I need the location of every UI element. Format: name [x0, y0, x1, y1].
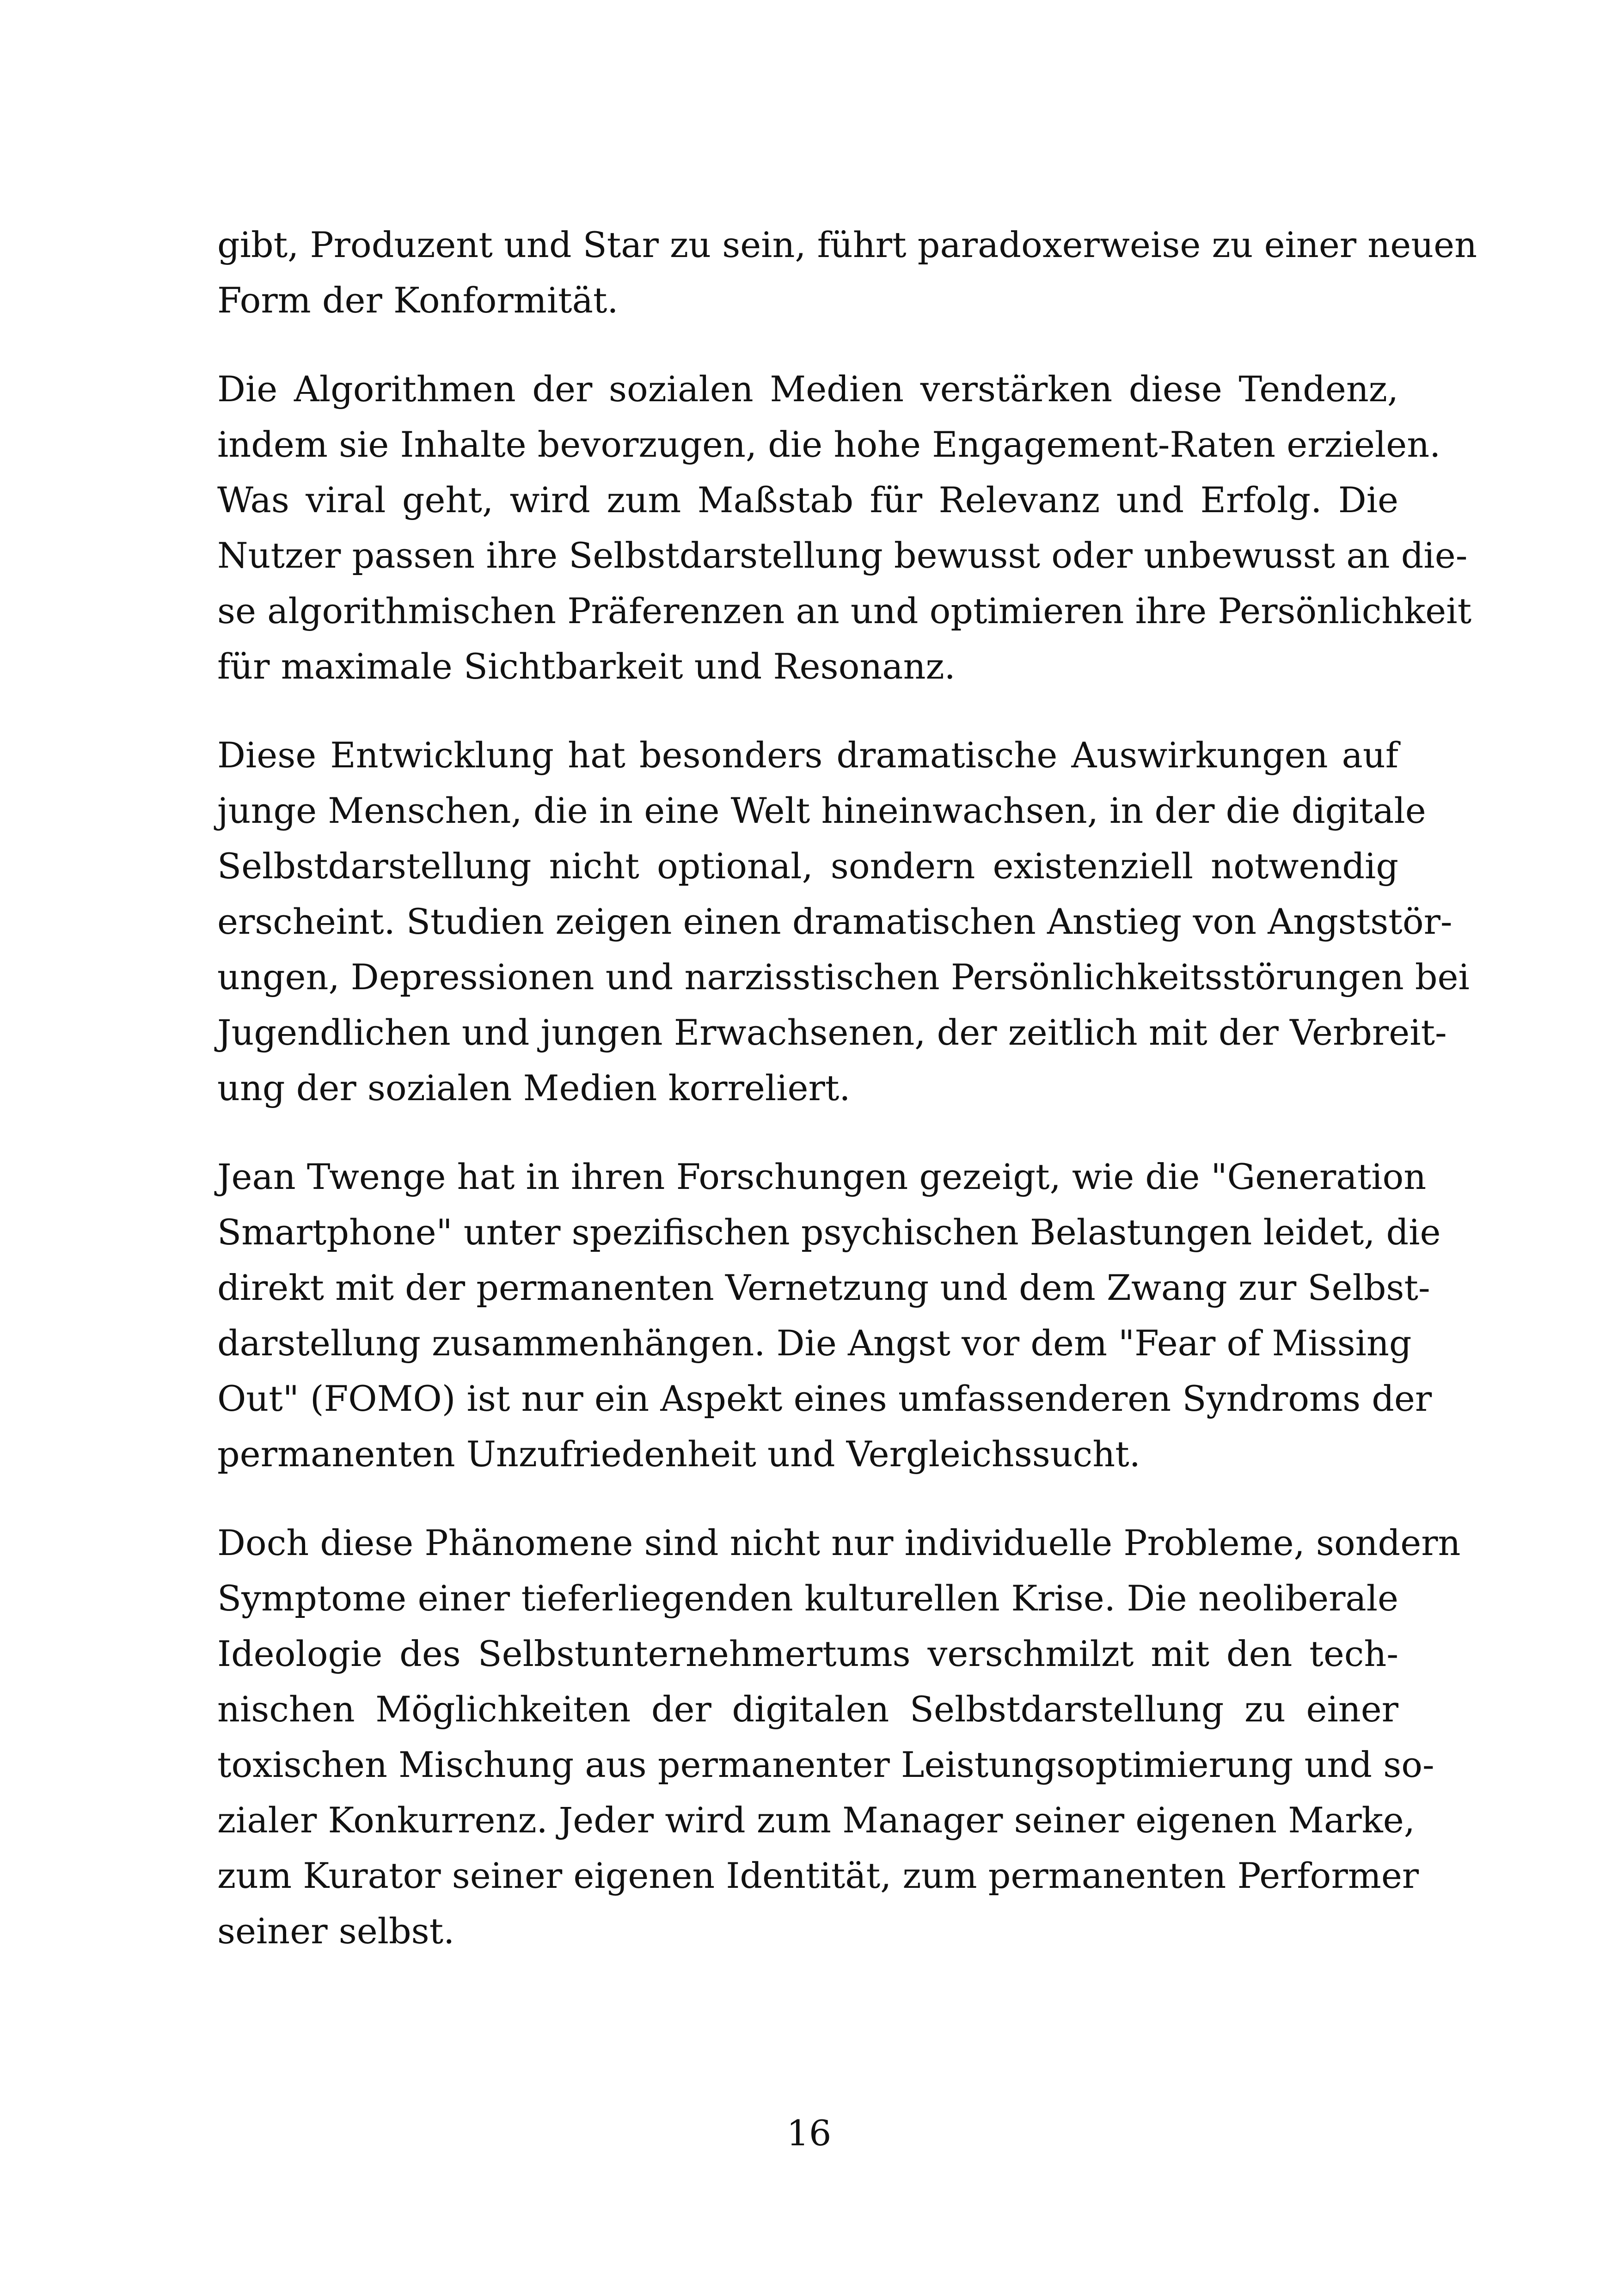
text-line: ungen, Depressionen und narzisstischen Persönlichkeitsstörungen bei [217, 956, 1470, 998]
text-line: permanenten Unzufriedenheit und Vergleichssucht. [217, 1433, 1140, 1475]
text-line: toxischen Mischung aus permanenter Leistungsoptimierung und so- [217, 1744, 1434, 1785]
text-line: Form der Konformität. [217, 280, 619, 321]
text-line: Jean Twenge hat in ihren Forschungen gezeigt, wie die "Generation [217, 1156, 1427, 1197]
page-number: 16 [786, 2112, 832, 2154]
text-line: junge Menschen, die in eine Welt hineinwachsen, in der die digitale [217, 790, 1426, 831]
body-text [217, 217, 1477, 1992]
text-line: Diese Entwicklung hat besonders dramatische Auswirkungen auf [217, 735, 1398, 776]
text-line: Symptome einer tieferliegenden kulturellen Krise. Die neoliberale [217, 1578, 1398, 1619]
text-line: se algorithmischen Präferenzen an und optimieren ihre Persönlichkeit [217, 590, 1472, 631]
text-line: zum Kurator seiner eigenen Identität, zum permanenten Performer [217, 1855, 1419, 1896]
text-line: darstellung zusammenhängen. Die Angst vor dem "Fear of Missing [217, 1322, 1412, 1364]
text-line: seiner selbst. [217, 1910, 455, 1952]
text-line: Selbstdarstellung nicht optional, sondern existenziell notwendig [217, 845, 1398, 887]
text-line: Doch diese Phänomene sind nicht nur individuelle Probleme, sondern [217, 1522, 1461, 1563]
text-line: Jugendlichen und jungen Erwachsenen, der zeitlich mit der Verbreit- [217, 1012, 1447, 1053]
text-line: zialer Konkurrenz. Jeder wird zum Manager seiner eigenen Marke, [217, 1800, 1415, 1841]
text-line: gibt, Produzent und Star zu sein, führt paradoxerweise zu einer neuen [217, 224, 1477, 265]
paragraph [217, 1515, 1461, 1959]
text-line: für maximale Sichtbarkeit und Resonanz. [217, 646, 956, 687]
text-line: nischen Möglichkeiten der digitalen Selbstdarstellung zu einer [217, 1689, 1398, 1730]
text-line: Die Algorithmen der sozialen Medien verstärken diese Tendenz, [217, 368, 1398, 410]
paragraph [217, 361, 1472, 694]
paragraph [217, 217, 1477, 328]
text-line: ung der sozialen Medien korreliert. [217, 1067, 851, 1108]
text-line: Out" (FOMO) ist nur ein Aspekt eines umfassenderen Syndroms der [217, 1378, 1432, 1419]
text-line: Smartphone" unter spezifischen psychischen Belastungen leidet, die [217, 1212, 1441, 1253]
text-line: Ideologie des Selbstunternehmertums verschmilzt mit den tech- [217, 1633, 1398, 1674]
text-line: Was viral geht, wird zum Maßstab für Relevanz und Erfolg. Die [217, 479, 1398, 520]
paragraph [217, 728, 1470, 1116]
paragraph [217, 1149, 1441, 1482]
text-line: Nutzer passen ihre Selbstdarstellung bewusst oder unbewusst an die- [217, 535, 1468, 576]
text-line: erscheint. Studien zeigen einen dramatischen Anstieg von Angststör- [217, 901, 1453, 942]
text-line: direkt mit der permanenten Vernetzung und dem Zwang zur Selbst- [217, 1267, 1430, 1308]
text-line: indem sie Inhalte bevorzugen, die hohe Engagement-Raten erzielen. [217, 424, 1441, 465]
